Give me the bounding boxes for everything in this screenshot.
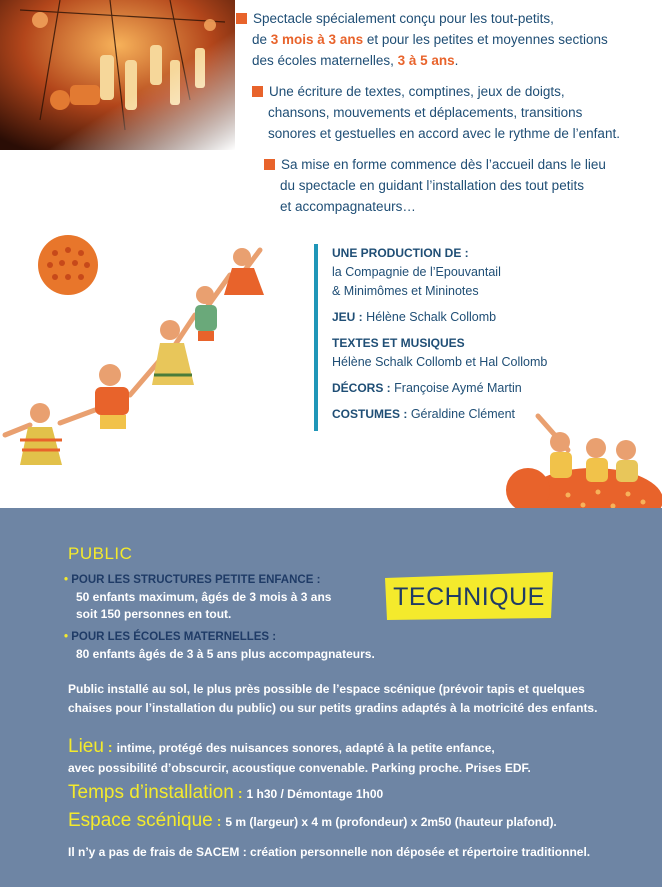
public-item-head: • POUR LES STRUCTURES PETITE ENFANCE : <box>64 574 321 586</box>
puppets-photo <box>0 0 235 150</box>
intro-bullet-1 <box>236 8 656 71</box>
decors-value: Françoise Aymé Martin <box>390 381 522 395</box>
temps-line: Temps d’installation : 1 h30 / Démontage 1h00 <box>68 782 384 803</box>
decors-label: DÉCORS : <box>332 381 391 395</box>
bullet-text: Une écriture de textes, comptines, jeux de doigts, <box>269 84 565 99</box>
espace-text: 5 m (largeur) x 4 m (profondeur) x 2m50 (hauteur plafond). <box>225 815 557 829</box>
sacem-note: Il n’y a pas de frais de SACEM : création personnelle non déposée et répertoire traditionnel. <box>68 845 591 859</box>
info-panel <box>0 508 662 887</box>
lieu-text: intime, protégé des nuisances sonores, adapté à la petite enfance, <box>116 741 495 755</box>
bullet-text: sonores et gestuelles en accord avec le rythme de l’enfant. <box>268 126 620 141</box>
costumes-label: COSTUMES : <box>332 407 408 421</box>
espace-line: Espace scénique : 5 m (largeur) x 4 m (profondeur) x 2m50 (hauteur plafond). <box>68 810 557 831</box>
intro-bullet-3 <box>236 154 656 217</box>
bullet-text: Sa mise en forme commence dès l’accueil dans le lieu <box>281 157 606 172</box>
sun-icon <box>38 235 98 295</box>
intro-bullet-2 <box>236 81 656 144</box>
bullet-text: et accompagnateurs… <box>280 199 416 214</box>
bullet-text: et pour les petites et moyennes sections <box>363 32 608 47</box>
credits-block <box>314 244 547 431</box>
temps-text: 1 h30 / Démontage 1h00 <box>246 787 384 801</box>
bullet-square-icon <box>264 159 275 170</box>
technique-badge <box>383 570 555 622</box>
intro-bullets <box>236 8 656 227</box>
bullet-text: de <box>252 32 271 47</box>
public-paragraph: Public installé au sol, le plus près possible de l’espace scénique (prévoir tapis et quelques chaises pour l’installation du public) ou sur petits gradins adaptés à la motricité des enfants. <box>68 682 598 715</box>
bullet-square-icon <box>252 86 263 97</box>
bullet-text: Spectacle spécialement conçu pour les tout-petits, <box>253 11 554 26</box>
public-title: PUBLIC <box>68 544 133 563</box>
textes-value: Hélène Schalk Collomb et Hal Collomb <box>332 355 548 369</box>
age-highlight: 3 mois à 3 ans <box>270 32 364 47</box>
jeu-value: Hélène Schalk Collomb <box>362 310 497 324</box>
temps-label: Temps d’installation <box>68 782 234 803</box>
public-list <box>64 572 404 669</box>
lieu-line: Lieu : intime, protégé des nuisances sonores, adapté à la petite enfance, <box>68 736 495 757</box>
pig-with-children-illustration <box>498 410 662 508</box>
production-line: & Minimômes et Mininotes <box>332 284 479 298</box>
public-item-body: 50 enfants maximum, âgés de 3 mois à 3 ans soit 150 personnes en tout. <box>76 590 332 621</box>
public-item-body: 80 enfants âgés de 3 à 5 ans plus accompagnateurs. <box>76 647 375 661</box>
costumes-value: Géraldine Clément <box>407 407 516 421</box>
espace-label: Espace scénique <box>68 810 213 831</box>
production-label: UNE PRODUCTION DE : <box>332 246 469 260</box>
public-item-head: • POUR LES ÉCOLES MATERNELLES : <box>64 631 277 643</box>
dancing-children-illustration <box>0 235 320 470</box>
textes-label: TEXTES ET MUSIQUES <box>332 336 465 350</box>
jeu-label: JEU : <box>332 310 363 324</box>
production-line: la Compagnie de l’Epouvantail <box>332 265 501 279</box>
bullet-text: . <box>454 53 459 68</box>
bullet-text: chansons, mouvements et déplacements, transitions <box>268 105 583 120</box>
technique-badge-text: TECHNIQUE <box>393 583 545 611</box>
lieu-label: Lieu <box>68 736 104 757</box>
age-highlight: 3 à 5 ans <box>397 53 455 68</box>
bullet-text: des écoles maternelles, <box>252 53 398 68</box>
lieu-line-2: avec possibilité d’obscurcir, acoustique convenable. Parking proche. Prises EDF. <box>68 761 531 775</box>
bullet-square-icon <box>236 13 247 24</box>
bullet-text: du spectacle en guidant l’installation des tout petits <box>280 178 584 193</box>
